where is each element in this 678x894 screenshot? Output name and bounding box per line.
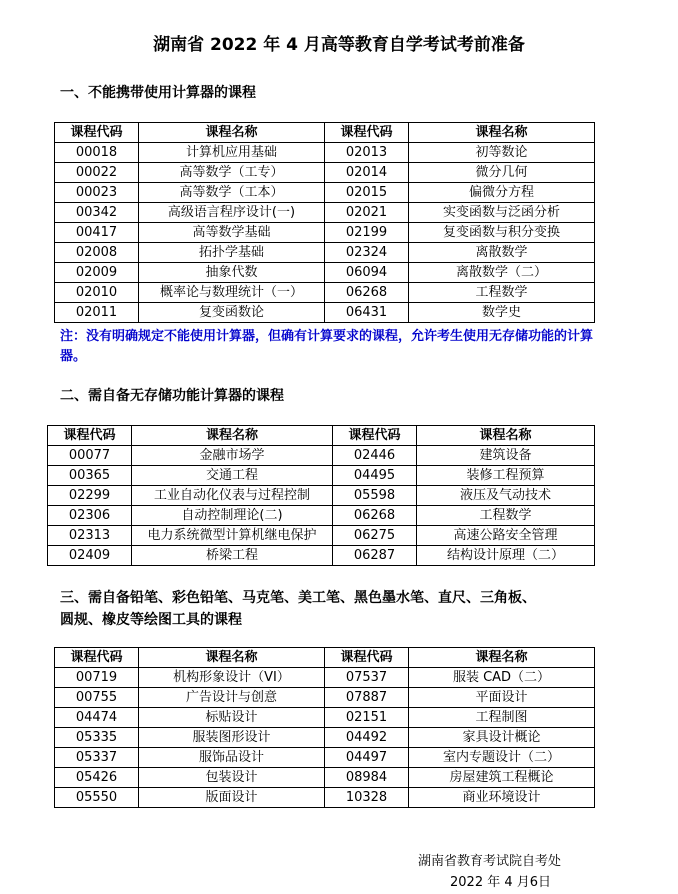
course-name-cell: 建筑设备 <box>417 446 595 466</box>
course-code-cell: 02015 <box>325 183 409 203</box>
course-code-cell: 02324 <box>325 243 409 263</box>
course-code-cell: 04474 <box>55 708 139 728</box>
course-name-cell: 高等数学基础 <box>139 223 325 243</box>
course-name-cell: 离散数学（二） <box>409 263 595 283</box>
course-code-cell: 02299 <box>48 486 132 506</box>
course-name-cell: 包装设计 <box>139 768 325 788</box>
table-row <box>55 688 595 708</box>
course-code-cell: 02014 <box>325 163 409 183</box>
course-code-cell: 02313 <box>48 526 132 546</box>
course-name-cell: 概率论与数理统计（一） <box>139 283 325 303</box>
table-row <box>55 143 595 163</box>
course-code-cell: 00077 <box>48 446 132 466</box>
course-code-cell: 00342 <box>55 203 139 223</box>
course-name-cell: 离散数学 <box>409 243 595 263</box>
header-course-code: 课程代码 <box>55 123 139 143</box>
table-row <box>55 708 595 728</box>
course-name-cell: 复变函数与积分变换 <box>409 223 595 243</box>
course-code-cell: 02409 <box>48 546 132 566</box>
course-code-cell: 07537 <box>325 668 409 688</box>
course-name-cell: 服装 CAD（二） <box>409 668 595 688</box>
course-code-cell: 06268 <box>325 283 409 303</box>
course-code-cell: 00417 <box>55 223 139 243</box>
course-code-cell: 00022 <box>55 163 139 183</box>
header-course-name: 课程名称 <box>132 426 333 446</box>
page-title: 湖南省 2022 年 4 月高等教育自学考试考前准备 <box>153 35 525 55</box>
course-code-cell: 02151 <box>325 708 409 728</box>
course-name-cell: 标贴设计 <box>139 708 325 728</box>
course-code-cell: 02446 <box>333 446 417 466</box>
section3-heading-line1: 三、需自备铅笔、彩色铅笔、马克笔、美工笔、黑色墨水笔、直尺、三角板、 <box>60 590 536 606</box>
header-course-name: 课程名称 <box>409 648 595 668</box>
course-name-cell: 金融市场学 <box>132 446 333 466</box>
table-row <box>55 183 595 203</box>
course-name-cell: 抽象代数 <box>139 263 325 283</box>
course-code-cell: 04492 <box>325 728 409 748</box>
table-row <box>48 546 595 566</box>
course-name-cell: 室内专题设计（二） <box>409 748 595 768</box>
course-code-cell: 02011 <box>55 303 139 323</box>
table-row <box>55 728 595 748</box>
course-name-cell: 广告设计与创意 <box>139 688 325 708</box>
table-row <box>55 668 595 688</box>
section3-heading <box>60 587 536 631</box>
course-name-cell: 工程数学 <box>417 506 595 526</box>
course-name-cell: 家具设计概论 <box>409 728 595 748</box>
table-row <box>48 466 595 486</box>
course-code-cell: 02199 <box>325 223 409 243</box>
course-name-cell: 拓扑学基础 <box>139 243 325 263</box>
course-name-cell: 自动控制理论(二) <box>132 506 333 526</box>
course-code-cell: 07887 <box>325 688 409 708</box>
course-code-cell: 08984 <box>325 768 409 788</box>
course-name-cell: 结构设计原理（二） <box>417 546 595 566</box>
table-row <box>55 788 595 808</box>
table-row <box>55 748 595 768</box>
course-name-cell: 高等数学（工本） <box>139 183 325 203</box>
header-course-code: 课程代码 <box>48 426 132 446</box>
course-code-cell: 00023 <box>55 183 139 203</box>
table-row <box>55 263 595 283</box>
header-course-name: 课程名称 <box>409 123 595 143</box>
course-name-cell: 服装图形设计 <box>139 728 325 748</box>
course-name-cell: 交通工程 <box>132 466 333 486</box>
course-name-cell: 工程数学 <box>409 283 595 303</box>
table-header-row <box>48 426 595 446</box>
course-name-cell: 数学史 <box>409 303 595 323</box>
course-name-cell: 工程制图 <box>409 708 595 728</box>
course-name-cell: 装修工程预算 <box>417 466 595 486</box>
section2-heading: 二、需自备无存储功能计算器的课程 <box>60 388 284 404</box>
table-calculator-needed <box>47 425 595 566</box>
table-row <box>48 506 595 526</box>
section3-heading-line2: 圆规、橡皮等绘图工具的课程 <box>60 612 242 628</box>
table-row <box>55 303 595 323</box>
course-code-cell: 00719 <box>55 668 139 688</box>
section1-heading: 一、不能携带使用计算器的课程 <box>60 85 256 101</box>
course-code-cell: 00755 <box>55 688 139 708</box>
course-name-cell: 液压及气动技术 <box>417 486 595 506</box>
table-row <box>48 486 595 506</box>
course-name-cell: 高级语言程序设计(一) <box>139 203 325 223</box>
course-code-cell: 02306 <box>48 506 132 526</box>
course-name-cell: 房屋建筑工程概论 <box>409 768 595 788</box>
course-code-cell: 06094 <box>325 263 409 283</box>
course-code-cell: 02021 <box>325 203 409 223</box>
table-row <box>55 768 595 788</box>
course-name-cell: 实变函数与泛函分析 <box>409 203 595 223</box>
header-course-code: 课程代码 <box>333 426 417 446</box>
course-code-cell: 06268 <box>333 506 417 526</box>
course-code-cell: 02013 <box>325 143 409 163</box>
course-name-cell: 计算机应用基础 <box>139 143 325 163</box>
table-row <box>48 446 595 466</box>
table-header-row <box>55 123 595 143</box>
course-code-cell: 02010 <box>55 283 139 303</box>
course-code-cell: 05550 <box>55 788 139 808</box>
course-code-cell: 02008 <box>55 243 139 263</box>
course-name-cell: 高等数学（工专） <box>139 163 325 183</box>
course-name-cell: 高速公路安全管理 <box>417 526 595 546</box>
course-name-cell: 服饰品设计 <box>139 748 325 768</box>
footer-date: 2022 年 4 月6日 <box>450 875 552 890</box>
header-course-code: 课程代码 <box>55 648 139 668</box>
header-course-name: 课程名称 <box>139 123 325 143</box>
course-code-cell: 10328 <box>325 788 409 808</box>
table-header-row <box>55 648 595 668</box>
footer-org: 湖南省教育考试院自考处 <box>418 854 562 869</box>
table-row <box>48 526 595 546</box>
header-course-name: 课程名称 <box>417 426 595 446</box>
table-no-calculator <box>54 122 595 323</box>
calculator-note: 注：没有明确规定不能使用计算器，但确有计算要求的课程，允许考生使用无存储功能的计算器。 <box>60 329 594 364</box>
course-code-cell: 05426 <box>55 768 139 788</box>
course-code-cell: 04495 <box>333 466 417 486</box>
course-code-cell: 05337 <box>55 748 139 768</box>
course-name-cell: 桥梁工程 <box>132 546 333 566</box>
header-course-code: 课程代码 <box>325 123 409 143</box>
course-name-cell: 商业环境设计 <box>409 788 595 808</box>
course-name-cell: 复变函数论 <box>139 303 325 323</box>
course-code-cell: 00018 <box>55 143 139 163</box>
course-name-cell: 版面设计 <box>139 788 325 808</box>
table-row <box>55 163 595 183</box>
header-course-code: 课程代码 <box>325 648 409 668</box>
course-code-cell: 02009 <box>55 263 139 283</box>
course-code-cell: 04497 <box>325 748 409 768</box>
header-course-name: 课程名称 <box>139 648 325 668</box>
course-name-cell: 工业自动化仪表与过程控制 <box>132 486 333 506</box>
table-row <box>55 283 595 303</box>
course-name-cell: 偏微分方程 <box>409 183 595 203</box>
table-row <box>55 243 595 263</box>
course-name-cell: 机构形象设计（VI） <box>139 668 325 688</box>
course-code-cell: 05335 <box>55 728 139 748</box>
course-name-cell: 初等数论 <box>409 143 595 163</box>
table-row <box>55 223 595 243</box>
course-name-cell: 电力系统微型计算机继电保护 <box>132 526 333 546</box>
course-name-cell: 平面设计 <box>409 688 595 708</box>
table-drawing-tools <box>54 647 595 808</box>
course-code-cell: 06275 <box>333 526 417 546</box>
course-code-cell: 00365 <box>48 466 132 486</box>
course-code-cell: 05598 <box>333 486 417 506</box>
course-name-cell: 微分几何 <box>409 163 595 183</box>
course-code-cell: 06287 <box>333 546 417 566</box>
table-row <box>55 203 595 223</box>
course-code-cell: 06431 <box>325 303 409 323</box>
